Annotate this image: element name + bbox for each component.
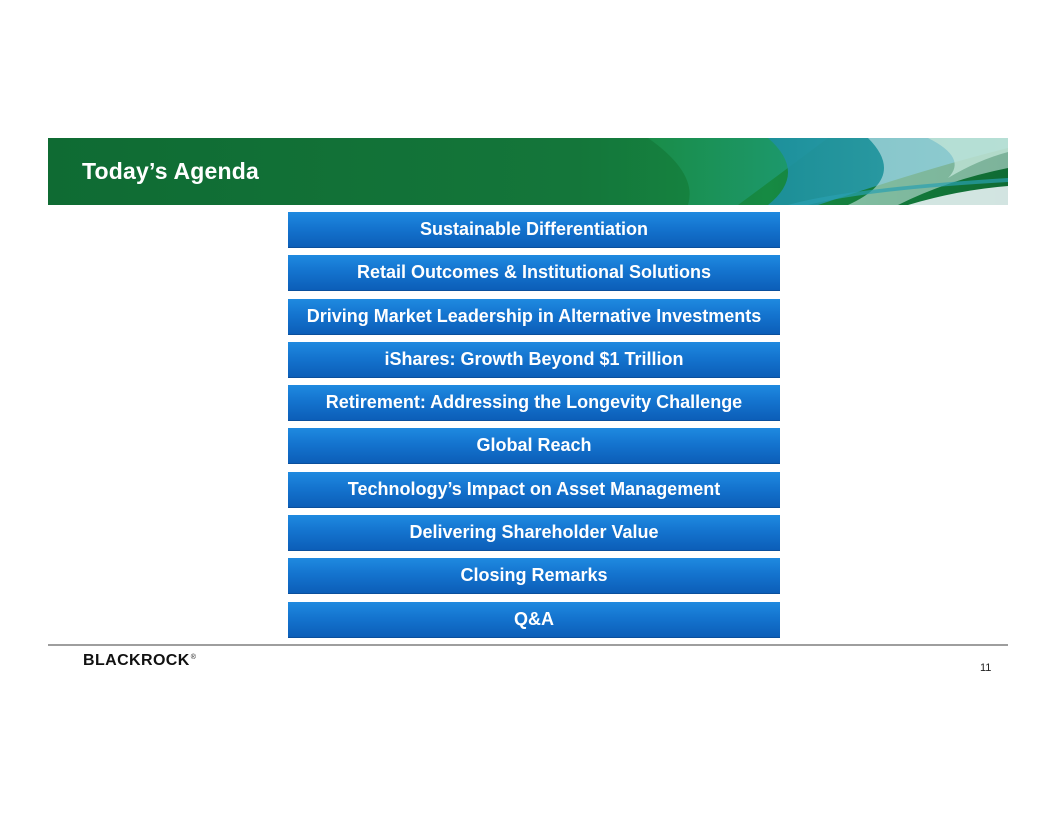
header-band <box>48 138 1008 205</box>
agenda-item-qa[interactable]: Q&A <box>288 602 780 638</box>
page-number: 11 <box>980 662 992 674</box>
page-title: Today’s Agenda <box>82 158 260 184</box>
agenda-item-shareholder-value[interactable]: Delivering Shareholder Value <box>288 515 780 551</box>
blackrock-logo <box>83 652 196 670</box>
agenda-item-retirement[interactable]: Retirement: Addressing the Longevity Challenge <box>288 385 780 421</box>
agenda-item-closing-remarks[interactable]: Closing Remarks <box>288 558 780 594</box>
logo-text: BLACKROCK <box>83 652 190 669</box>
agenda-item-ishares[interactable]: iShares: Growth Beyond $1 Trillion <box>288 342 780 378</box>
logo-registered-mark: ® <box>190 653 197 661</box>
agenda-item-alternative-investments[interactable]: Driving Market Leadership in Alternative Investments <box>288 299 780 335</box>
agenda-item-retail-outcomes[interactable]: Retail Outcomes & Institutional Solutions <box>288 255 780 291</box>
agenda-item-global-reach[interactable]: Global Reach <box>288 428 780 464</box>
agenda-list <box>288 212 780 645</box>
agenda-item-sustainable-differentiation[interactable]: Sustainable Differentiation <box>288 212 780 248</box>
footer-divider <box>48 644 1008 646</box>
agenda-item-technology[interactable]: Technology’s Impact on Asset Management <box>288 472 780 508</box>
